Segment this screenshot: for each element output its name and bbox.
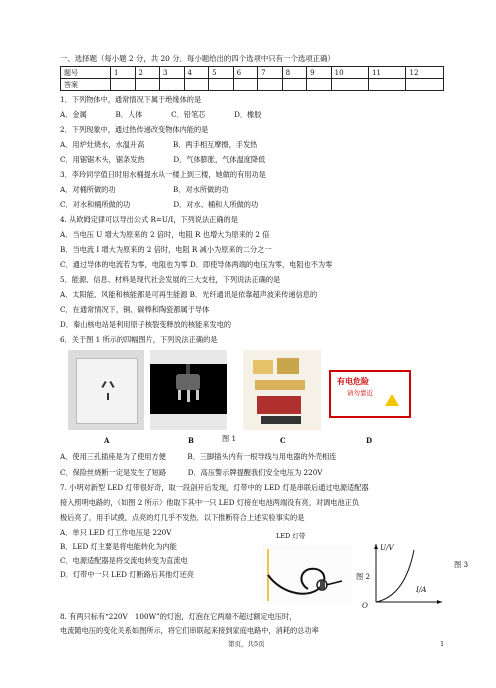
answer-cell[interactable] — [369, 79, 406, 91]
page-number: 1 — [440, 640, 445, 648]
question-line: A．单只 LED 灯工作电压是 220V — [60, 528, 172, 537]
table-cell: 8 — [282, 67, 307, 79]
table-row — [61, 79, 444, 91]
question-line: 极后亮了，用手试摸，点亮的灯几乎不发热．以下推断符合上述实验事实的是 — [60, 513, 305, 522]
answer-cell[interactable] — [233, 79, 258, 91]
answer-cell[interactable] — [160, 79, 185, 91]
question-line: C．在通常情况下，铜、碳棒和陶瓷都属于导体 — [60, 305, 210, 314]
table-cell: 9 — [307, 67, 332, 79]
table-cell: 11 — [369, 67, 406, 79]
question-line: A．用炉灶烧水，水温升高 B．两手相互摩擦，手发热 — [60, 140, 258, 149]
table-cell: 答案 — [61, 79, 111, 91]
table-cell: 10 — [331, 67, 368, 79]
question-line: A．太阳能、风能和核能都是可再生能源 B．光纤通讯是依靠超声波来传递信息的 — [60, 290, 318, 299]
led-strip-image — [262, 545, 352, 605]
answer-cell[interactable] — [209, 79, 234, 91]
fuse-image — [243, 350, 321, 430]
question-line: 6．关于图 1 所示的四幅图片，下列说法正确的是 — [60, 335, 218, 344]
question-line: 7. 小明对新型 LED 灯带很好奇，取一段剖开后发现，灯带中的 LED 灯是串联后通过电源适配器 — [60, 483, 369, 492]
answer-cell[interactable] — [184, 79, 209, 91]
answer-cell[interactable] — [406, 79, 444, 91]
answer-table — [60, 66, 444, 91]
fig1-label-c: C — [280, 436, 286, 445]
fig1-caption: 图 1 — [222, 434, 237, 443]
table-cell: 7 — [258, 67, 283, 79]
warning-sign-image — [323, 350, 413, 430]
fig3-origin: O — [362, 601, 368, 610]
fig1-label-b: B — [188, 436, 194, 445]
warning-triangle-icon — [385, 394, 399, 406]
question-line: C．通过导体的电流若为零，电阻也为零 D．即使导体两端的电压为零，电阻也不为零 — [60, 260, 333, 269]
question-line: C．用锯锯木头，锯条发热 D．气体膨胀，气体温度降低 — [60, 155, 266, 164]
table-row — [61, 67, 444, 79]
table-cell: 6 — [233, 67, 258, 79]
question-line: D．灯带中一只 LED 灯断路后其他灯还亮 — [60, 570, 194, 579]
question-line: C．保险丝烧断一定是发生了短路 D．高压警示牌提醒我们安全电压为 220V — [60, 468, 323, 477]
table-cell: 2 — [135, 67, 160, 79]
question-line: C．电源适配器是将交流电转变为直流电 — [60, 556, 188, 565]
table-cell: 1 — [111, 67, 136, 79]
table-cell: 题号 — [61, 67, 111, 79]
table-cell: 12 — [406, 67, 444, 79]
question-line: 4. 从欧姆定律可以导出公式 R=U/I，下列说法正确的是 — [60, 215, 238, 224]
section-title: 一、选择题（每小题 2 分，共 20 分．每小题给出的四个选项中只有一个选项正确） — [60, 54, 335, 63]
question-line: B．LED 灯主要是将电能转化为内能 — [60, 542, 177, 551]
answer-cell[interactable] — [282, 79, 307, 91]
question-line: A．使用三孔插座是为了使用方便 B．三脚插头内有一根导线与用电器的外壳相连 — [60, 452, 337, 461]
fig3-ylabel: U/V — [380, 543, 394, 552]
page-footer: 第页，共5页 — [228, 640, 265, 648]
question-line: A．当电压 U 增大为原来的 2 倍时，电阻 R 也增大为原来的 2 倍 — [60, 230, 270, 239]
fig2-title: LED 灯带 — [276, 532, 306, 540]
question-line: A．金属 B．人体 C．铅笔芯 D．橡胶 — [60, 110, 262, 119]
question-line: 接入照明电路的，（如图 2 所示）他取下其中一只 LED 灯接在电池两端没有亮，对调电池正负 — [60, 498, 360, 507]
question-line: B．当电流 I 增大为原来的 2 倍时，电阻 R 减小为原来的二分之一 — [60, 245, 272, 254]
question-line: 2．下列现象中，通过热传递改变物体内能的是 — [60, 125, 209, 134]
sign-text-line2: 请勿靠近 — [347, 389, 373, 397]
question-line: C．对水和桶所做的功 D．对水、桶和人所做的功 — [60, 200, 259, 209]
table-cell: 4 — [184, 67, 209, 79]
fig3-xlabel: I/A — [416, 585, 427, 594]
question-line: 1．下列物体中，通常情况下属于绝缘体的是 — [60, 95, 202, 104]
fig1-label-a: A — [104, 436, 110, 445]
answer-cell[interactable] — [258, 79, 283, 91]
socket-image — [68, 350, 144, 430]
table-cell: 3 — [160, 67, 185, 79]
plug-image — [150, 350, 227, 430]
question-line: A．对桶所做的功 B．对水所做的功 — [60, 185, 229, 194]
sign-text-line1: 有电危险 — [337, 376, 369, 386]
question-line: 8. 有两只标有“220V 100W”的灯泡，灯泡在它两端不超过额定电压时， — [60, 612, 297, 621]
fig1-label-d: D — [366, 436, 373, 445]
answer-cell[interactable] — [331, 79, 368, 91]
iu-graph — [366, 540, 446, 610]
question-line: 5．能源、信息、材料是现代社会发展的三大支柱，下列说法正确的是 — [60, 275, 281, 284]
answer-cell[interactable] — [135, 79, 160, 91]
question-line: 3．李玲同学值日时用水桶提水从一楼上到三楼，她做的有用功是 — [60, 170, 266, 179]
answer-cell[interactable] — [111, 79, 136, 91]
question-line: D．秦山核电站是利用原子核裂变释放的核能来发电的 — [60, 320, 232, 329]
fig3-caption: 图 3 — [454, 560, 469, 569]
question-line: 电流随电压的变化关系如图所示，将它们串联起来接到家庭电路中，消耗的总功率 — [60, 626, 319, 635]
table-cell: 5 — [209, 67, 234, 79]
fig2-caption: 图 2 — [356, 572, 371, 581]
answer-cell[interactable] — [307, 79, 332, 91]
